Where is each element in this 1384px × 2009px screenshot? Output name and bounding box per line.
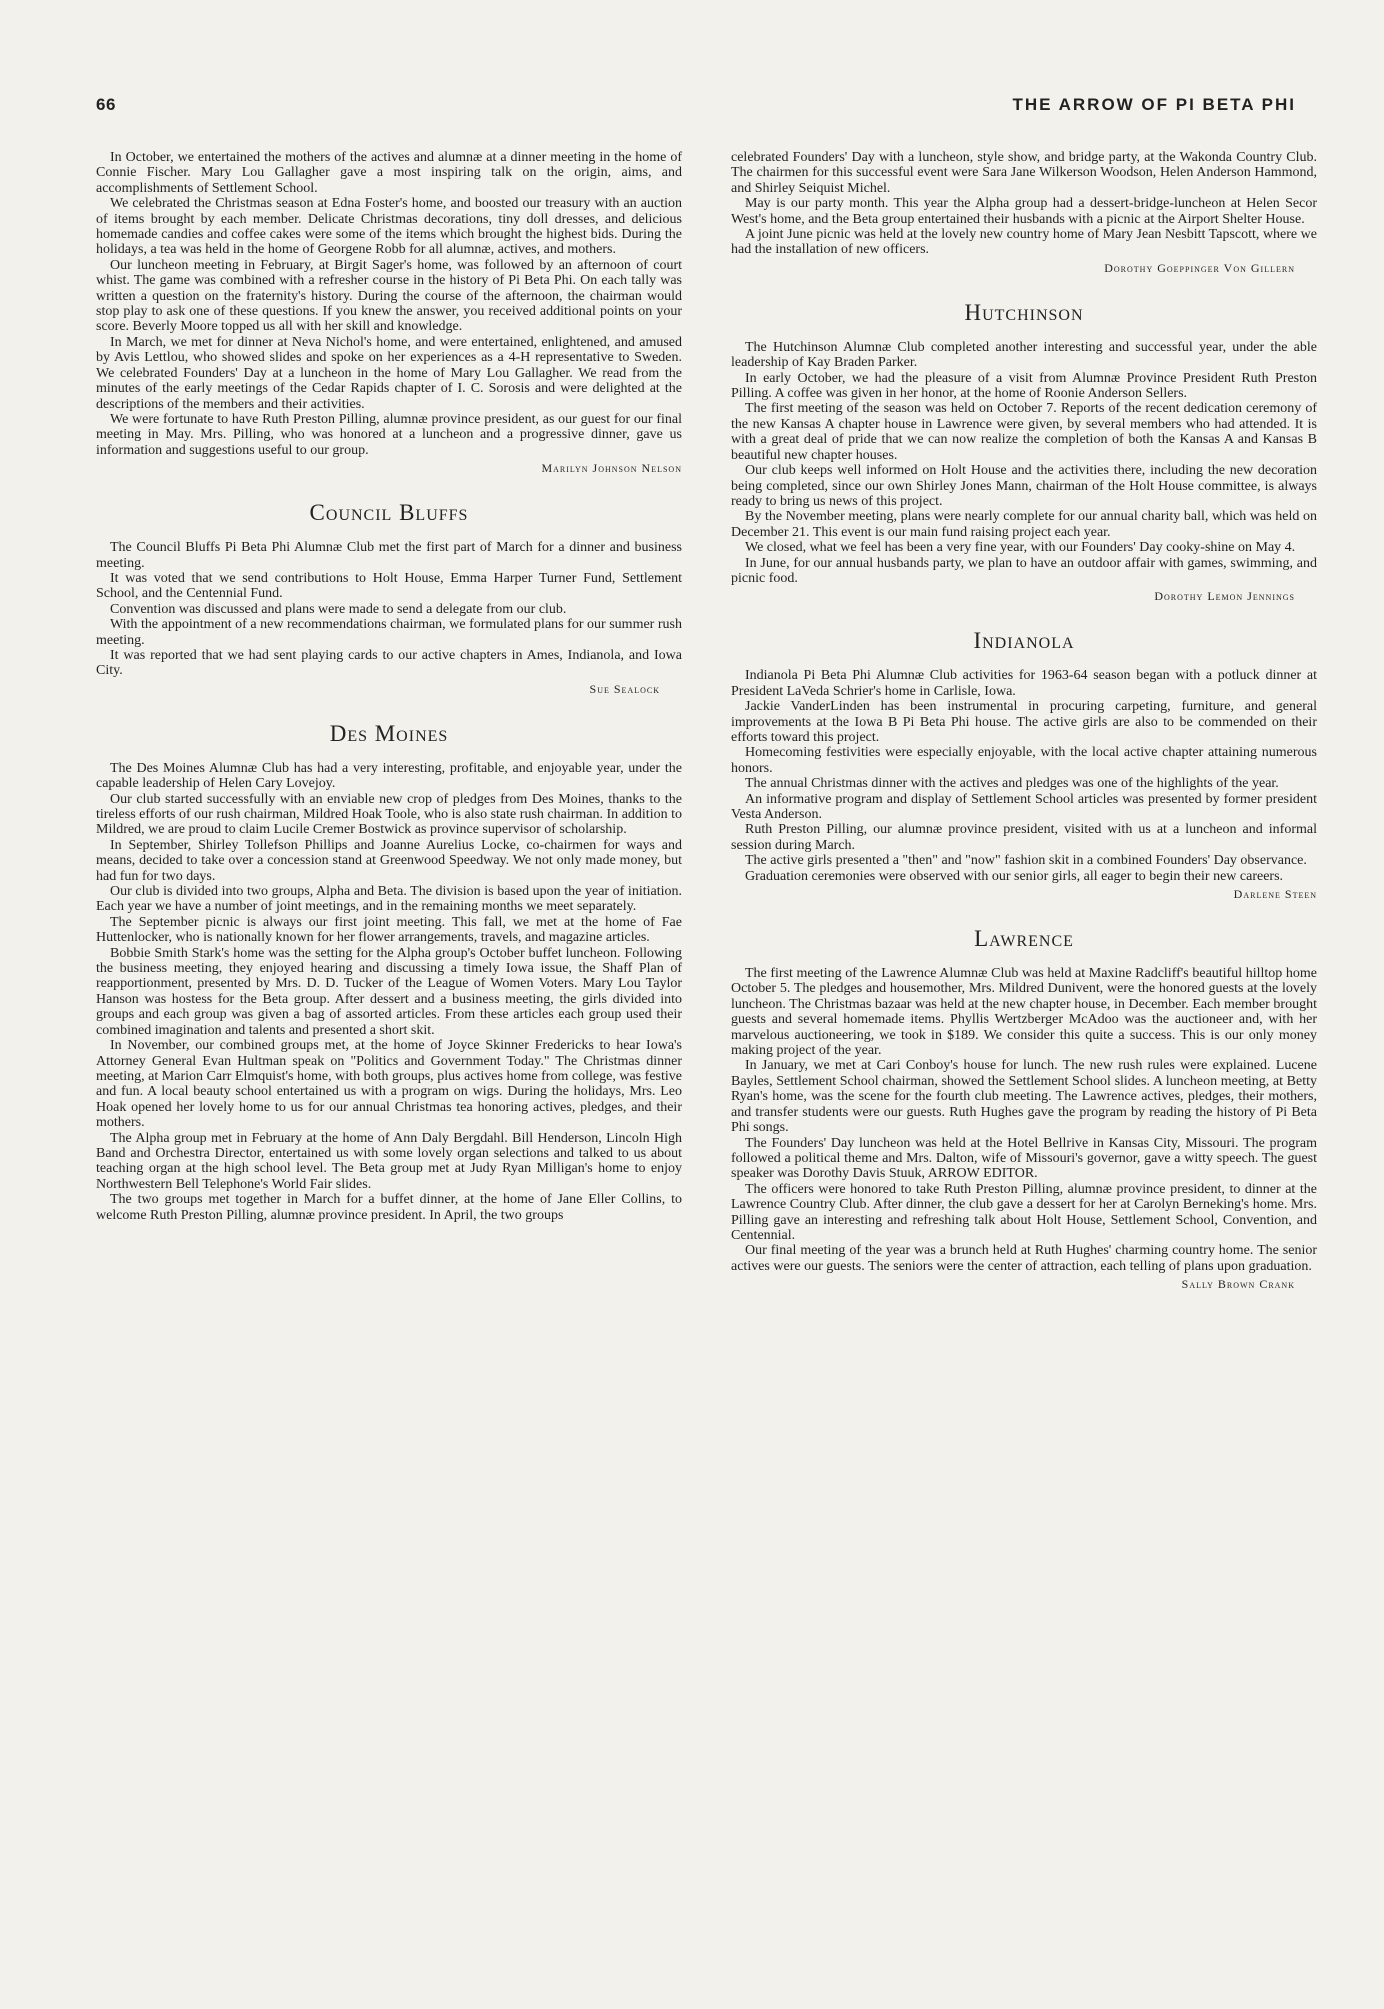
paragraph: A joint June picnic was held at the lovely new country home of Mary Jean Nesbitt Tapscott, where we had the installation of new officers. — [731, 227, 1317, 258]
running-head: THE ARROW OF PI BETA PHI — [1012, 95, 1296, 114]
paragraph: Our final meeting of the year was a brunch held at Ruth Hughes' charming country home. The senior actives were our guests. The seniors were the center of attraction, each telling of plans upon graduation. — [731, 1243, 1317, 1274]
signature: Marilyn Johnson Nelson — [541, 461, 682, 476]
paragraph: In June, for our annual husbands party, we plan to have an outdoor affair with games, swimming, and picnic food. — [731, 555, 1317, 586]
paragraph: We were fortunate to have Ruth Preston Pilling, alumnæ province president, as our guest for our final meeting in May. Mrs. Pilling, who was honored at a luncheon and a progressive dinner, gave us information and suggestions useful to our group. — [96, 411, 682, 458]
paragraph: The September picnic is always our first joint meeting. This fall, we met at the home of Fae Huttenlocker, who is nationally known for her flower arrangements, travels, and magazine articles. — [96, 914, 682, 946]
page-header — [0, 95, 1384, 125]
signature: Dorothy Lemon Jennings — [1154, 589, 1295, 604]
paragraph: Convention was discussed and plans were made to send a delegate from our club. — [110, 601, 567, 617]
paragraph: The officers were honored to take Ruth Preston Pilling, alumnæ province president, to dinner at the Lawrence Country Club. After dinner, the club gave a dessert for her at Carolyn Berneking's home. Mrs. Pilling gave an interesting and refreshing talk about Holt House, Settlement School, Convention, and Centennial. — [731, 1181, 1317, 1243]
paragraph: By the November meeting, plans were nearly complete for our annual charity ball, which was held on December 21. This event is our main fund raising project each year. — [731, 509, 1317, 540]
paragraph: Our club started successfully with an enviable new crop of pledges from Des Moines, thanks to the tireless efforts of our rush chairman, Mildred Hoak Toole, who is also state rush chairman. In addition to Mildred, we are proud to claim Lucile Cremer Bostwick as province supervisor of scholarship. — [96, 791, 682, 838]
paragraph: The first meeting of the Lawrence Alumnæ Club was held at Maxine Radcliff's beautiful hilltop home October 5. The pledges and housemother, Mrs. Mildred Dunivent, were the honored guests at the lovely luncheon. The Christmas bazaar was held at the new chapter house, in December. Each member brought guests and several homemade items. Phyllis Wertzberger McAdoo was the auctioneer and, with her marvelous auctioneering, we took in $189. We consider this quite a success. This is our only money making project of the year. — [731, 966, 1317, 1059]
paragraph: With the appointment of a new recommendations chairman, we formulated plans for our summer rush meeting. — [96, 617, 682, 648]
paragraph: The Alpha group met in February at the home of Ann Daly Bergdahl. Bill Henderson, Lincoln High Band and Orchestra Director, entertained us with some lovely organ selections and talked to us about teaching organ at the high school level. The Beta group met at Judy Ryan Milligan's home to enjoy Northwestern Bell Telephone's World Fair slides. — [96, 1130, 682, 1192]
paragraph: In September, Shirley Tollefson Phillips and Joanne Aurelius Locke, co-chairmen for ways and means, decided to take over a concession stand at Greenwood Speedway. We not only made money, but had fun for two days. — [96, 837, 682, 884]
cedar-rapids-report-end — [96, 150, 682, 476]
paragraph: The Hutchinson Alumnæ Club completed another interesting and successful year, under the able leadership of Kay Braden Parker. — [731, 339, 1317, 371]
paragraph: In early October, we had the pleasure of a visit from Alumnæ Province President Ruth Preston Pilling. A coffee was given in her honor, at the home of Roonie Anderson Sellers. — [731, 370, 1317, 402]
paragraph: The Des Moines Alumnæ Club has had a very interesting, profitable, and enjoyable year, under the capable leadership of Helen Cary Lovejoy. — [96, 760, 682, 792]
paragraph: In January, we met at Cari Conboy's house for lunch. The new rush rules were explained. Lucene Bayles, Settlement School chairman, showed the Settlement School slides. A luncheon meeting, at Betty Ryan's home, was the scene for the fourth club meeting. The Lawrence actives, pledges, their mothers, and transfer students were our guests. Ruth Hughes gave the program by reading the history of Pi Beta Phi songs. — [731, 1058, 1317, 1136]
paragraph: Our club is divided into two groups, Alpha and Beta. The division is based upon the year of initiation. Each year we have a number of joint meetings, and in the remaining months we meet separately. — [96, 884, 682, 915]
section-heading: Indianola — [973, 628, 1075, 654]
paragraph: We closed, what we feel has been a very fine year, with our Founders' Day cooky-shine on May 4. — [745, 540, 1296, 556]
paragraph: The two groups met together in March for a buffet dinner, at the home of Jane Eller Collins, to welcome Ruth Preston Pilling, alumnæ province president. In April, the two groups — [96, 1192, 682, 1223]
paragraph: Jackie VanderLinden has been instrumental in procuring carpeting, furniture, and general improvements at the Iowa B Pi Beta Phi house. The active girls are also to be commended on their efforts toward this project. — [731, 699, 1317, 745]
paragraph: In March, we met for dinner at Neva Nichol's home, and were entertained, enlightened, and amused by Avis Lettlou, who showed slides and spoke on her experiences as a 4-H representative to Sweden. We celebrated Founders' Day at a luncheon in the home of Mary Lou Gallagher. We read from the minutes of the early meetings of the Cedar Rapids chapter of I. C. Sorosis and were delighted at the descriptions of the members and their activities. — [96, 334, 682, 412]
paragraph: It was reported that we had sent playing cards to our active chapters in Ames, Indianola, and Iowa City. — [96, 647, 682, 679]
paragraph: May is our party month. This year the Alpha group had a dessert-bridge-luncheon at Helen Secor West's home, and the Beta group entertained their husbands with a picnic at the Airport Shelter House. — [731, 196, 1317, 227]
signature: Sue Sealock — [589, 681, 660, 696]
indianola-section — [731, 628, 1317, 902]
paragraph: The active girls presented a "then" and "now" fashion skit in a combined Founders' Day observance. — [745, 853, 1307, 869]
section-heading: Council Bluffs — [309, 500, 469, 526]
section-heading: Des Moines — [329, 720, 449, 746]
paragraph: Ruth Preston Pilling, our alumnæ province president, visited with us at a luncheon and informal session during March. — [731, 822, 1317, 853]
left-column — [96, 150, 682, 1223]
paragraph: Bobbie Smith Stark's home was the setting for the Alpha group's October buffet luncheon. Following the business meeting, they enjoyed hearing and discussing a timely Iowa issue, the Shaff Plan of reapportionment, presented by Mrs. D. D. Tucker of the League of Women Voters. Mary Lou Taylor Hanson was hostess for the Beta group. After dessert and a business meeting, the girls divided into groups and each group was given a bag of assorted articles. From these articles each group used their combined imagination and talents and presented a short skit. — [96, 945, 682, 1038]
section-heading: Hutchinson — [964, 299, 1084, 325]
des-moines-section — [96, 721, 682, 1223]
paragraph: Graduation ceremonies were observed with our senior girls, all eager to begin their new careers. — [745, 868, 1284, 884]
des-moines-continued — [731, 150, 1317, 276]
paragraph: It was voted that we send contributions to Holt House, Emma Harper Turner Fund, Settlement School, and the Centennial Fund. — [96, 570, 682, 602]
page-number: 66 — [96, 95, 116, 114]
paragraph: An informative program and display of Settlement School articles was presented by former president Vesta Anderson. — [731, 791, 1317, 822]
council-bluffs-section — [96, 500, 682, 697]
paragraph: The first meeting of the season was held on October 7. Reports of the recent dedication ceremony of the new Kansas A chapter house in Lawrence were given, by several members who had attended. It is with a great deal of pride that we can now realize the completion of both the Kansas A and Kansas B beautiful new chapter houses. — [731, 401, 1317, 463]
signature: Sally Brown Crank — [1181, 1277, 1295, 1292]
hutchinson-section — [731, 300, 1317, 605]
paragraph: In November, our combined groups met, at the home of Joyce Skinner Fredericks to hear Iowa's Attorney General Evan Hultman speak on "Politics and Government Today." The Christmas dinner meeting, at Marion Carr Elmquist's home, with both groups, plus actives home from college, was festive and fun. A local beauty school entertained us with a program on wigs. During the holidays, Mrs. Leo Hoak opened her lovely home to us for our annual Christmas tea honoring actives, pledges, and their mothers. — [96, 1038, 682, 1131]
paragraph: The Founders' Day luncheon was held at the Hotel Bellrive in Kansas City, Missouri. The program followed a political theme and Mrs. Dalton, wife of Missouri's governor, gave a witty speech. The guest speaker was Dorothy Davis Stuuk, ARROW EDITOR. — [731, 1135, 1317, 1182]
paragraph: In October, we entertained the mothers of the actives and alumnæ at a dinner meeting in the home of Connie Fischer. Mary Lou Gallagher gave a most inspiring talk on the origin, aims, and accomplishments of Settlement School. — [96, 150, 682, 196]
signature: Dorothy Goeppinger Von Gillern — [1104, 260, 1295, 275]
paragraph: We celebrated the Christmas season at Edna Foster's home, and boosted our treasury with an auction of items brought by each member. Delicate Christmas decorations, tiny doll dresses, and delicious homemade candies and coffee cakes were some of the items which brought the highest bids. During the holidays, a tea was held in the home of Georgene Robb for all alumnæ, actives, and mothers. — [96, 196, 682, 258]
lawrence-section — [731, 926, 1317, 1292]
paragraph: Our club keeps well informed on Holt House and the activities there, including the new decoration being completed, since our own Shirley Jones Mann, chairman of the Holt House committee, is always ready to bring us news of this project. — [731, 463, 1317, 509]
paragraph: Homecoming festivities were especially enjoyable, with the local active chapter attaining numerous honors. — [731, 745, 1317, 776]
paragraph: celebrated Founders' Day with a luncheon, style show, and bridge party, at the Wakonda Country Club. The chairmen for this successful event were Sara Jane Wilkerson Woodson, Helen Anderson Hammond, and Shirley Seiquist Michel. — [731, 150, 1317, 196]
signature: Darlene Steen — [1233, 887, 1317, 902]
paragraph: The annual Christmas dinner with the actives and pledges was one of the highlights of the year. — [745, 776, 1279, 792]
section-heading: Lawrence — [974, 926, 1074, 952]
paragraph: The Council Bluffs Pi Beta Phi Alumnæ Club met the first part of March for a dinner and business meeting. — [96, 540, 682, 571]
paragraph: Indianola Pi Beta Phi Alumnæ Club activities for 1963-64 season began with a potluck dinner at President LaVeda Schrier's home in Carlisle, Iowa. — [731, 668, 1317, 699]
right-column — [731, 150, 1317, 1292]
paragraph: Our luncheon meeting in February, at Birgit Sager's home, was followed by an afternoon of court whist. The game was combined with a refresher course in the history of Pi Beta Phi. On each tally was written a question on the fraternity's history. During the course of the afternoon, the chairman would stop play to ask one of these questions. If you knew the answer, you received additional points on your score. Beverly Moore topped us all with her skill and knowledge. — [96, 257, 682, 335]
